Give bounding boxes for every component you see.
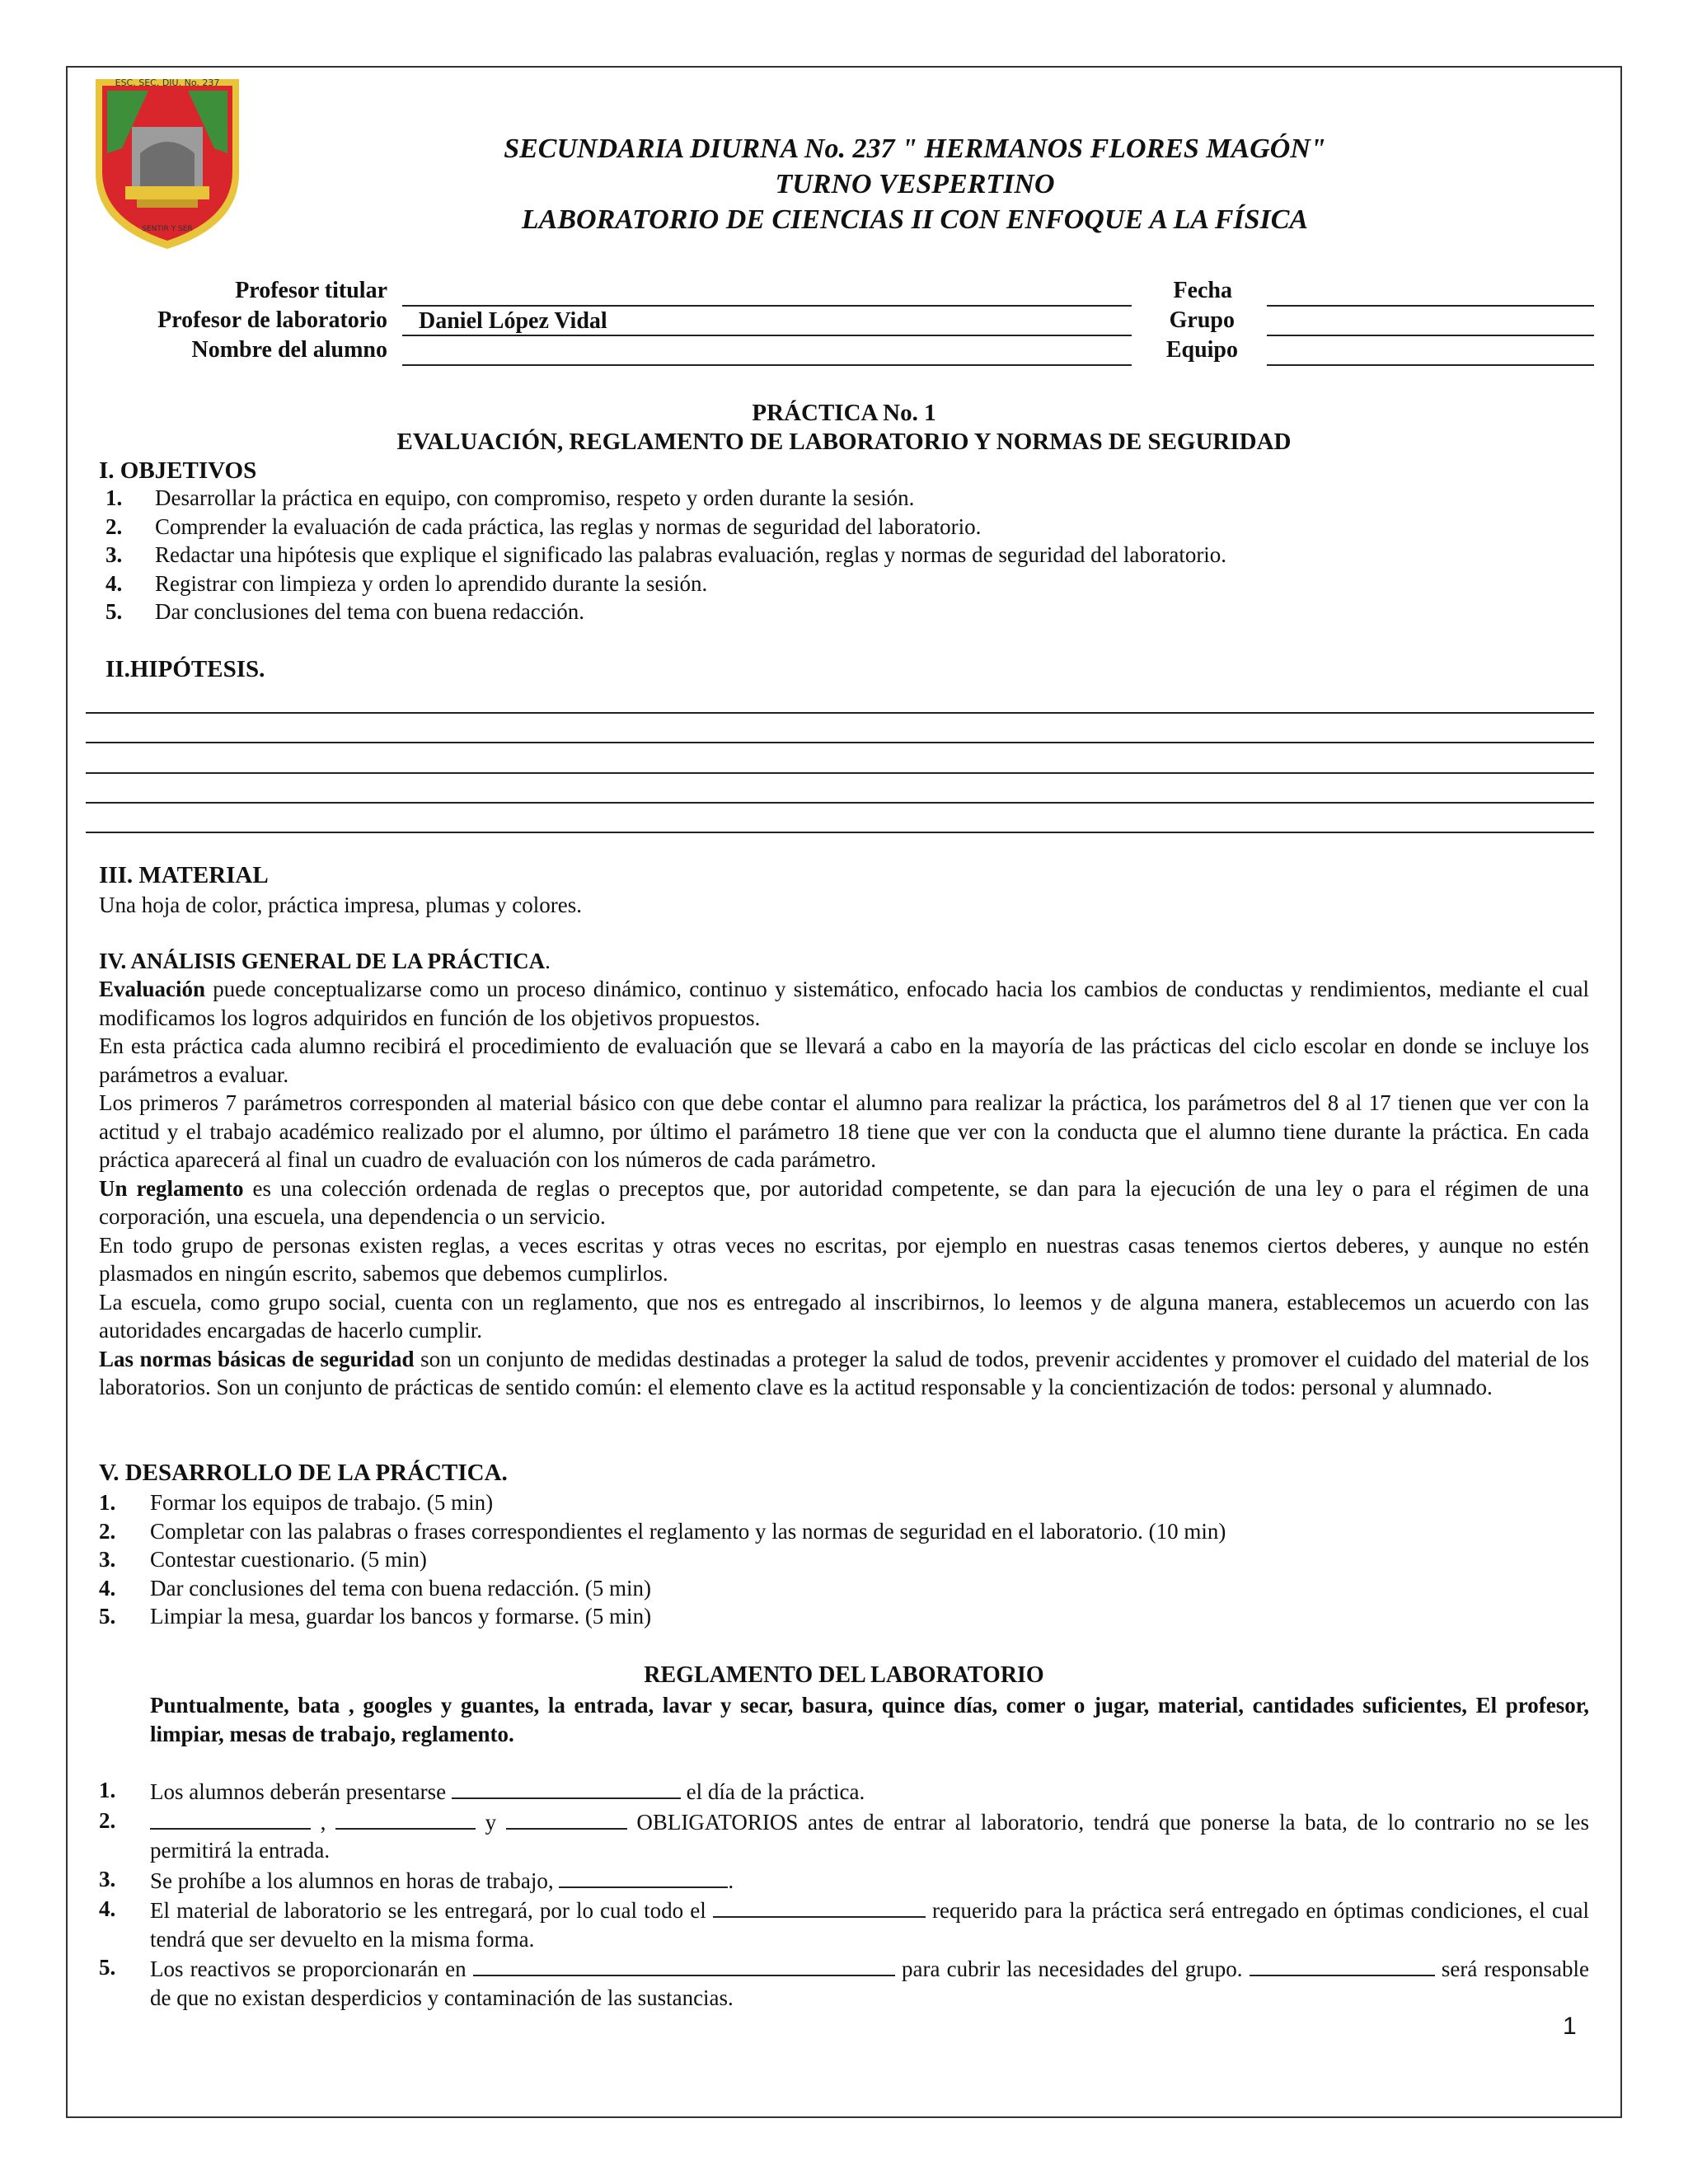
practice-title: EVALUACIÓN, REGLAMENTO DE LABORATORIO Y NORMAS DE SEGURIDAD [396, 429, 1292, 455]
desarrollo-heading: V. DESARROLLO DE LA PRÁCTICA. [99, 1460, 508, 1486]
grupo-label: Grupo [1169, 307, 1235, 333]
hipotesis-answer-line[interactable] [86, 832, 1594, 833]
profesor-lab-value: Daniel López Vidal [419, 308, 607, 334]
analisis-p4: Un reglamento es una colección ordenada de reglas o preceptos que, por autoridad competente, se dan para la ejecución de una ley o para el régimen de una corporación, una escuela, una dependencia o un servicio. [99, 1175, 1590, 1229]
fecha-field[interactable] [1267, 280, 1594, 307]
analisis-p3: Los primeros 7 parámetros corresponden al material básico con que debe contar el alumno para realizar la práctica, los parámetros del 8 al 17 tienen que ver con la actitud y el trabajo académico realizado por el alumno, por último el parámetro 18 tiene que ver con la conducta que el alumno tiene durante la práctica. En cada práctica aparecerá al final un cuadro de evaluación con los números de cada parámetro. [99, 1090, 1589, 1172]
practice-number: PRÁCTICA No. 1 [752, 400, 936, 426]
profesor-lab-field[interactable] [402, 310, 1132, 336]
profesor-titular-field[interactable] [402, 280, 1132, 307]
reglamento-heading: REGLAMENTO DEL LABORATORIO [644, 1662, 1044, 1688]
material-heading: III. MATERIAL [99, 862, 269, 888]
crest-motto-top: ESC. SEC. DIU. No. 237 [115, 77, 220, 88]
analisis-p7: Las normas básicas de seguridad son un conjunto de medidas destinadas a proteger la salud de todos, prevenir accidentes y promover el cuidado del material de los laboratorios. Son un conjunto de prácticas de sentido común: el elemento clave es la actitud responsable y la concientización de todos: personal y alumnado. [99, 1346, 1589, 1399]
lab-name: LABORATORIO DE CIENCIAS II CON ENFOQUE A LA FÍSICA [521, 204, 1309, 235]
reglamento-list [99, 1776, 1589, 2012]
analisis-p5: En todo grupo de personas existen reglas, a veces escritas y otras veces no escritas, por ejemplo en nuestras casas tenemos ciertos deberes, y aunque no estén plasmados en ningún escrito, sabemos que debemos cumplirlos. [99, 1232, 1589, 1286]
shift-name: TURNO VESPERTINO [775, 169, 1055, 199]
analisis-p6: La escuela, como grupo social, cuenta con un reglamento, que nos es entregado al inscribirnos, lo leemos y de alguna manera, establecemos un acuerdo con las autoridades encargadas de hacerlo cumplir. [99, 1289, 1589, 1343]
hipotesis-answer-line[interactable] [86, 772, 1594, 774]
list-item: 5. Los reactivos se proporcionarán en para cubrir las necesidades del grupo. será responsable de que no existan desperdicios y contaminación de las sustancias. [99, 1955, 1589, 2010]
list-item: 3. Contestar cuestionario. (5 min) [99, 1547, 427, 1572]
list-item: 1. Los alumnos deberán presentarse el día de la práctica. [99, 1778, 865, 1804]
analisis-body [99, 975, 1589, 1402]
list-item: 3. Redactar una hipótesis que explique el significado las palabras evaluación, reglas y normas de seguridad del laboratorio. [106, 542, 1227, 567]
equipo-field[interactable] [1267, 340, 1594, 366]
analisis-heading: IV. ANÁLISIS GENERAL DE LA PRÁCTICA. [99, 949, 551, 973]
material-text: Una hoja de color, práctica impresa, plumas y colores. [99, 893, 582, 917]
school-crest-logo [89, 74, 246, 251]
equipo-label: Equipo [1165, 337, 1238, 363]
hipotesis-answer-line[interactable] [86, 802, 1594, 804]
list-item: 2. Completar con las palabras o frases correspondientes el reglamento y las normas de seguridad en el laboratorio. (10 min) [99, 1518, 1226, 1544]
blank-field[interactable] [506, 1807, 627, 1830]
list-item: 5. Dar conclusiones del tema con buena redacción. [106, 599, 585, 624]
blank-field[interactable] [559, 1865, 728, 1888]
word-bank: Puntualmente, bata , googles y guantes, la entrada, lavar y secar, basura, quince días, comer o jugar, material, cantidades suficientes, El profesor, limpiar, mesas de trabajo, reglamento. [150, 1693, 1589, 1746]
profesor-lab-label: Profesor de laboratorio [157, 307, 387, 333]
list-item: 4. Dar conclusiones del tema con buena redacción. (5 min) [99, 1575, 652, 1601]
analisis-p1: Evaluación puede conceptualizarse como un proceso dinámico, continuo y sistemático, enfocado hacia los cambios de conductas y rendimientos, mediante el cual modificamos los logros adquiridos en función de los objetivos propuestos. [99, 977, 1589, 1030]
blank-field[interactable] [335, 1807, 476, 1830]
blank-field[interactable] [1250, 1953, 1435, 1976]
blank-field[interactable] [473, 1953, 895, 1976]
list-item: 1. Formar los equipos de trabajo. (5 min) [99, 1490, 494, 1515]
blank-field[interactable] [452, 1776, 681, 1799]
school-name: SECUNDARIA DIURNA No. 237 " HERMANOS FLORES MAGÓN" [504, 134, 1326, 164]
hipotesis-answer-line[interactable] [86, 742, 1594, 743]
analisis-p2: En esta práctica cada alumno recibirá el procedimiento de evaluación que se llevará a cabo en la mayoría de las prácticas del ciclo escolar en donde se incluye los parámetros a evaluar. [99, 1033, 1589, 1087]
profesor-titular-label: Profesor titular [235, 278, 387, 303]
alumno-label: Nombre del alumno [191, 337, 387, 363]
list-item: 4. Registrar con limpieza y orden lo aprendido durante la sesión. [106, 570, 708, 596]
grupo-field[interactable] [1267, 310, 1594, 336]
crest-motto-bottom: SENTIR Y SER [142, 225, 193, 233]
objetivos-list [106, 484, 1226, 626]
alumno-field[interactable] [402, 340, 1132, 366]
list-item: 3. Se prohíbe a los alumnos en horas de trabajo, . [99, 1866, 734, 1893]
hipotesis-answer-line[interactable] [86, 712, 1594, 714]
page-number: 1 [1563, 2013, 1577, 2040]
objetivos-heading: I. OBJETIVOS [99, 457, 257, 484]
list-item: 1. Desarrollar la práctica en equipo, con compromiso, respeto y orden durante la sesión. [106, 485, 915, 510]
list-item: 2. Comprender la evaluación de cada práctica, las reglas y normas de seguridad del laboratorio. [106, 513, 982, 539]
blank-field[interactable] [713, 1895, 926, 1918]
hipotesis-heading: II.HIPÓTESIS. [106, 656, 265, 682]
desarrollo-list [99, 1488, 1226, 1631]
list-item: 2. , y OBLIGATORIOS antes de entrar al laboratorio, tendrá que ponerse la bata, de lo contrario no se les permitirá la entrada. [99, 1807, 1590, 1863]
fecha-label: Fecha [1173, 278, 1232, 303]
blank-field[interactable] [150, 1807, 311, 1830]
list-item: 5. Limpiar la mesa, guardar los bancos y formarse. (5 min) [99, 1604, 652, 1629]
list-item: 4. El material de laboratorio se les entregará, por lo cual todo el requerido para la práctica será entregado en óptimas condiciones, el cual tendrá que ser devuelto en la misma forma. [99, 1896, 1589, 1952]
